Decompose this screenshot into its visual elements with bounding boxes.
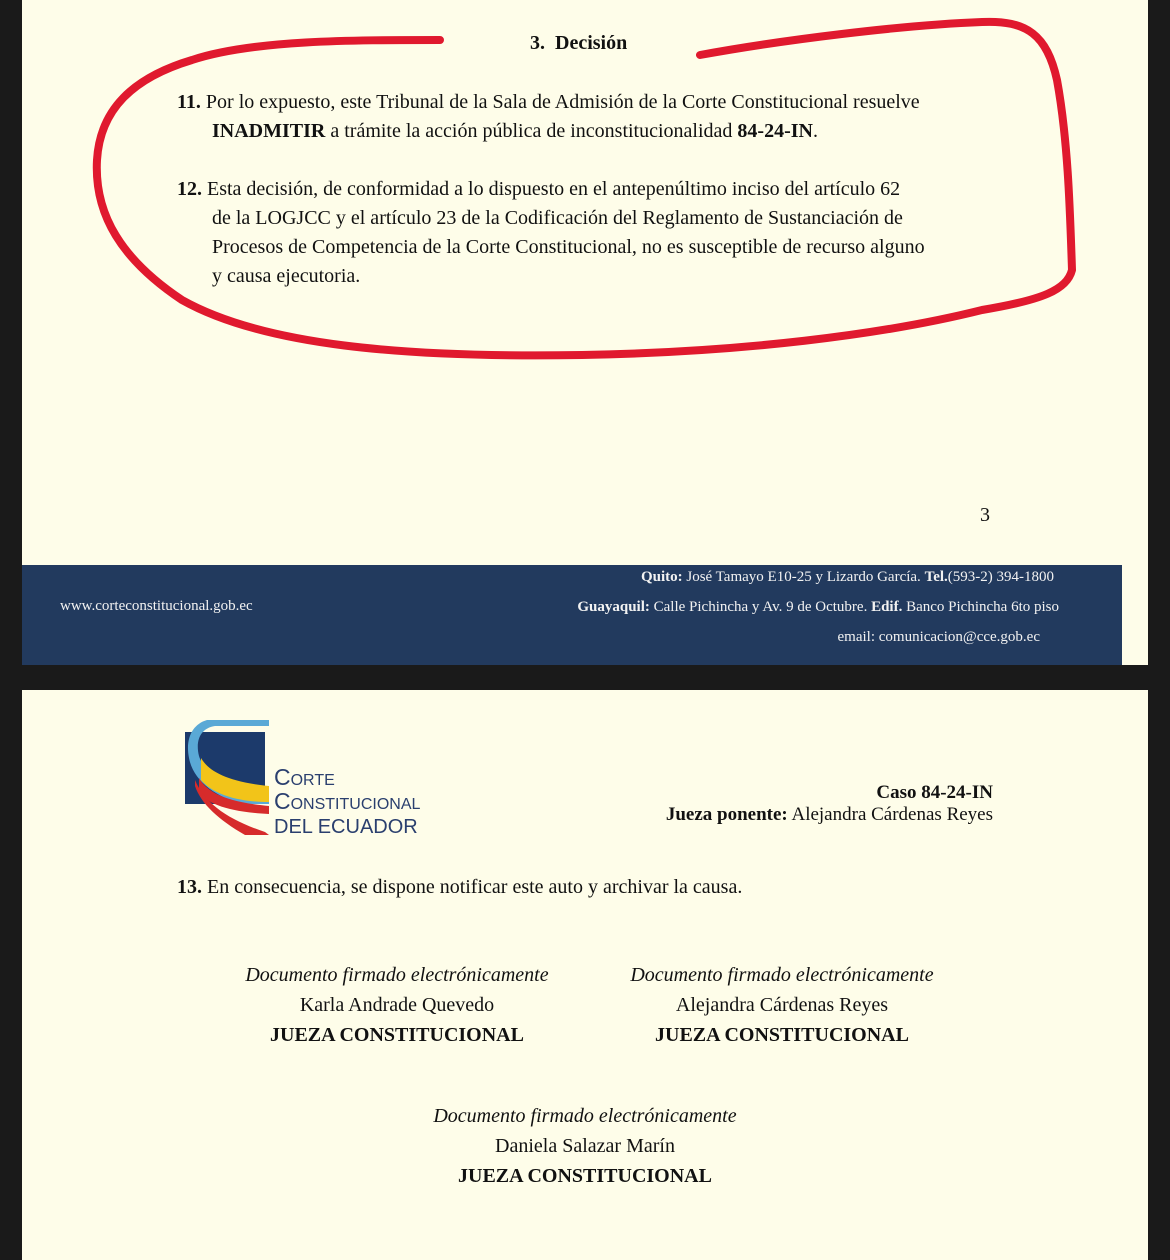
- paragraph-number: 12.: [177, 178, 202, 200]
- signer-title: JUEZA CONSTITUCIONAL: [458, 1165, 712, 1187]
- signer-title: JUEZA CONSTITUCIONAL: [270, 1024, 524, 1046]
- footer-website[interactable]: www.corteconstitucional.gob.ec: [60, 598, 253, 614]
- paragraph-text: Por lo expuesto, este Tribunal de la Sala de Admisión de la Corte Constitucional resuelve: [200, 91, 920, 113]
- logo-line-1: Corte: [274, 764, 335, 790]
- signer-name: Alejandra Cárdenas Reyes: [675, 994, 889, 1016]
- footer-label: Quito:: [640, 569, 683, 585]
- page-footer: [22, 565, 1122, 665]
- signature-block-1: [212, 960, 582, 1050]
- judge-rapporteur: [666, 804, 993, 826]
- signer-name: Daniela Salazar Marín: [495, 1135, 675, 1157]
- signature-block-3: [400, 1101, 770, 1191]
- signature-note: Documento firmado electrónicamente: [433, 1105, 737, 1127]
- paragraph-text: y causa ejecutoria.: [212, 265, 361, 287]
- logo-line-2: Constitucional: [274, 788, 421, 814]
- paragraph-text: Esta decisión, de conformidad a lo dispuesto en el antepenúltimo inciso del artículo 62: [202, 178, 901, 200]
- paragraph-text: .: [812, 120, 818, 142]
- signature-note: Documento firmado electrónicamente: [245, 964, 549, 986]
- case-number: 84-24-IN: [737, 120, 813, 142]
- paragraph-text: de la LOGJCC y el artículo 23 de la Codificación del Reglamento de Sustanciación de: [212, 207, 903, 229]
- document-page-1: [22, 0, 1148, 665]
- footer-label: Tel.: [924, 569, 948, 585]
- footer-label: Guayaquil:: [577, 599, 650, 615]
- signer-name: Karla Andrade Quevedo: [299, 994, 495, 1016]
- page-number: 3: [980, 504, 990, 526]
- footer-label: Edif.: [871, 599, 903, 615]
- section-heading: 3. Decisión: [530, 32, 628, 54]
- red-annotation-loop: [22, 0, 1148, 400]
- footer-text: Calle Pichincha y Av. 9 de Octubre.: [649, 599, 872, 615]
- footer-text: José Tamayo E10-25 y Lizardo García.: [682, 569, 925, 585]
- court-logo: [185, 720, 269, 835]
- footer-email[interactable]: email: comunicacion@cce.gob.ec: [837, 629, 1040, 645]
- case-number-header: Caso 84-24-IN: [876, 782, 993, 803]
- paragraph-text: En consecuencia, se dispone notificar este auto y archivar la causa.: [202, 876, 743, 898]
- signature-note: Documento firmado electrónicamente: [630, 964, 934, 986]
- paragraph-13: [177, 876, 742, 899]
- footer-guayaquil-address: [577, 599, 1059, 616]
- judge-name: Alejandra Cárdenas Reyes: [787, 804, 993, 825]
- footer-text: Banco Pichincha 6to piso: [902, 599, 1059, 615]
- document-page-2: [22, 690, 1148, 1260]
- paragraph-text: a trámite la acción pública de inconstitucionalidad: [325, 120, 738, 142]
- inadmitir-text: INADMITIR: [212, 120, 326, 142]
- signer-title: JUEZA CONSTITUCIONAL: [655, 1024, 909, 1046]
- footer-quito-address: [641, 569, 1054, 586]
- signature-block-2: [597, 960, 967, 1050]
- paragraph-text: Procesos de Competencia de la Corte Constitucional, no es susceptible de recurso alguno: [212, 236, 925, 258]
- logo-line-3: DEL ECUADOR: [274, 816, 418, 838]
- paragraph-number: 13.: [177, 876, 202, 898]
- footer-text: (593-2) 394-1800: [947, 569, 1054, 585]
- judge-label: Jueza ponente:: [665, 804, 788, 825]
- paragraph-number: 11.: [177, 91, 201, 113]
- court-emblem-icon: [185, 720, 269, 835]
